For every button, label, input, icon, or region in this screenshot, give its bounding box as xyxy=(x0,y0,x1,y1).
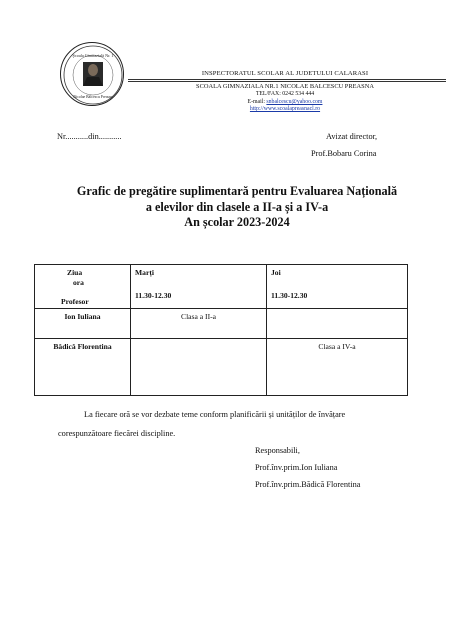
director-name: Prof.Bobaru Corina xyxy=(311,149,377,158)
website-link[interactable]: http://www.scoalapreasnacl.ro xyxy=(249,106,321,112)
day-name: Joi xyxy=(271,268,281,277)
school-website-line xyxy=(130,106,440,112)
day-name: Marți xyxy=(135,268,154,277)
corner-ziua: Ziua xyxy=(67,268,83,277)
document-title-line2: a elevilor din clasele a II-a și a IV-a xyxy=(145,200,329,214)
document-title-line1: Grafic de pregătire suplimentară pentru Evaluarea Națională xyxy=(76,184,398,198)
class-cell-joi xyxy=(267,309,408,339)
approval-label: Avizat director, xyxy=(326,132,378,141)
header-divider-bottom xyxy=(128,81,446,82)
signature-person1: Prof.înv.prim.Ion Iuliana xyxy=(255,463,338,472)
class-cell-marti xyxy=(131,339,267,396)
day-header-marti xyxy=(131,265,267,309)
signature-person2: Prof.înv.prim.Bădică Florentina xyxy=(255,480,361,489)
corner-cell xyxy=(35,265,131,309)
table-header-row xyxy=(35,265,408,309)
teacher-name: Ion Iuliana xyxy=(35,309,131,339)
registration-number: Nr...........din........... xyxy=(57,132,122,141)
inspectorate-name: INSPECTORATUL SCOLAR AL JUDETULUI CALARASI xyxy=(201,70,369,77)
table-row xyxy=(35,339,408,396)
body-text-line1: La fiecare oră se vor dezbate teme conform planificării și unităților de învățare xyxy=(84,410,346,419)
day-time: 11.30-12.30 xyxy=(135,291,172,300)
table-row xyxy=(35,309,408,339)
corner-ora: ora xyxy=(73,278,84,287)
school-name: SCOALA GIMNAZIALA NR.1 NICOLAE BALCESCU PREASNA xyxy=(196,83,374,90)
school-telfax: TEL/FAX: 0242 534 444 xyxy=(255,91,315,97)
day-time: 11.30-12.30 xyxy=(271,291,308,300)
school-seal-logo xyxy=(60,42,124,106)
seal-graphic xyxy=(61,43,124,106)
document-title-line3: An școlar 2023-2024 xyxy=(184,215,290,229)
header-divider-top xyxy=(128,79,446,80)
email-label: E-mail: xyxy=(247,99,265,105)
signature-label: Responsabili, xyxy=(255,446,300,455)
seal-text-bottom: Nicolae Bălcescu Preasna xyxy=(73,95,113,99)
class-cell-joi: Clasa a IV-a xyxy=(267,339,408,396)
day-header-joi xyxy=(267,265,408,309)
body-text-line2: corespunzătoare fiecărei discipline. xyxy=(58,429,176,438)
schedule-table xyxy=(34,264,408,396)
school-email-line xyxy=(130,99,440,105)
teacher-name: Bădică Florentina xyxy=(35,339,131,396)
corner-profesor: Profesor xyxy=(61,297,89,306)
seal-text-top: Şcoala Gimnazială Nr. 1 xyxy=(72,53,114,58)
email-link[interactable]: snbalcescu@yahoo.com xyxy=(266,99,323,105)
class-cell-marti: Clasa a II-a xyxy=(131,309,267,339)
